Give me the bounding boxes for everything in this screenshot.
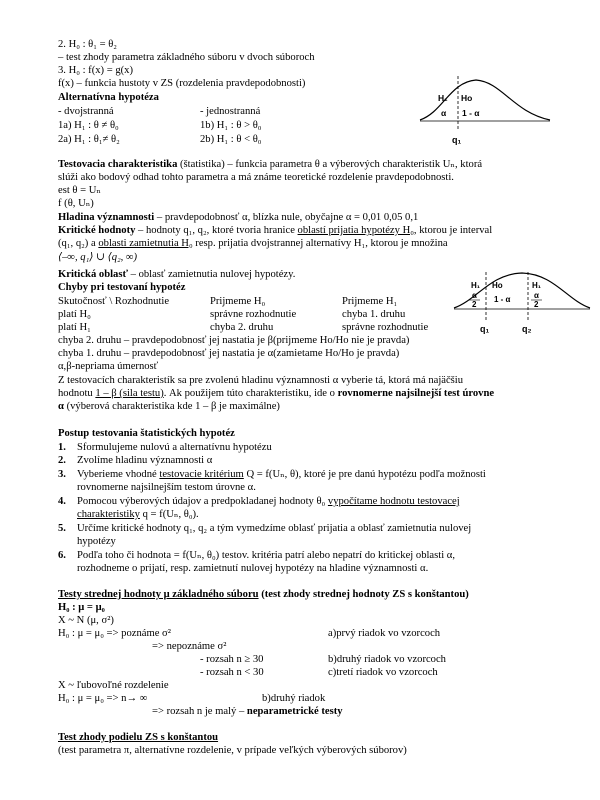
step-5-cont: hypotézy [77, 536, 116, 547]
test-statistic-line2: slúži ako bodový odhad tohto parametra a má známe teoretické rozdelenie pravdepodobnosti. [58, 172, 454, 183]
errors-r2c2: chyba 2. druhu [210, 322, 274, 333]
fig2-h1-left: H₁ [471, 281, 481, 290]
alt-2a: 2a) H₁ : θ₁≠ θ₂ [58, 134, 120, 145]
mean-b: b)druhý riadok vo vzorcoch [328, 654, 446, 665]
step-2-num: 2. [58, 455, 66, 466]
procedure-heading: Postup testovania štatistických hypotéz [58, 428, 235, 439]
errors-r1c2: správne rozhodnutie [210, 309, 297, 320]
alt-two-sided: - dvojstranná [58, 106, 114, 117]
step-4-cont: charakteristiky q = f(Uₙ, θ₀). [77, 509, 199, 520]
one-sided-bell-curve-figure [418, 68, 553, 150]
errors-heading: Chyby pri testovaní hypotéz [58, 282, 186, 293]
errors-r2c3: správne rozhodnutie [342, 322, 429, 333]
critical-region: Kritická oblasť – oblasť zamietnutia nulovej hypotézy. [58, 269, 296, 280]
fig1-q1: q₁ [452, 135, 462, 145]
step-4-num: 4. [58, 496, 66, 507]
fig1-ho: Ho [461, 93, 473, 103]
test-statistic-def [58, 158, 482, 171]
alt-1b: 1b) H₁ : θ > θ₀ [200, 120, 262, 131]
density-desc: f(x) – funkcia hustoty v ZS (rozdelenia pravdepodobnosti) [58, 78, 306, 89]
significance-term: Hladina významnosti [58, 212, 155, 223]
alt-1a: 1a) H₁ : θ ≠ θ₀ [58, 120, 119, 131]
fig2-one-minus-alpha: 1 - α [494, 295, 511, 304]
share-desc: (test parametra π, alternatívne rozdelenie, v prípade veľkých výberových súborov) [58, 745, 407, 756]
nonparametric-tests: neparametrické testy [246, 706, 343, 717]
mean-h0: H₀ : μ = μ₀ [58, 602, 105, 613]
power-para-2: hodnotu 1 – β (sila testu). Ak použijem túto charakteristiku, ide o rovnomerne najsilnejší test úrovne [58, 388, 495, 399]
mean-c: c)tretí riadok vo vzorcoch [328, 667, 438, 678]
h0-distribution: 3. H₀ : f(x) = g(x) [58, 65, 133, 76]
h0-two-samples: 2. H₀ : θ₁ = θ₂ [58, 39, 117, 50]
step-6: Podľa toho či hodnota = f(Uₙ, θ₀) testov. kritéria patrí alebo nepatrí do kritickej oblasti α, [77, 550, 455, 561]
mean-n-ge-30: - rozsah n ≥ 30 [200, 654, 264, 665]
fig1-one-minus-alpha: 1 - α [462, 108, 480, 118]
step-6-num: 6. [58, 550, 66, 561]
critical-values-line2: (q₁, q₂) a oblasti zamietnutia H₀ resp. prijatia dvojstrannej alternatívy H₁, ktorou je množina [58, 238, 448, 249]
inverse-proportion: α,β-nepriama úmernosť [58, 361, 159, 372]
significance-rest: – pravdepodobnosť α, blízka nule, obyčajne α = 0,01 0,05 0,1 [154, 212, 419, 223]
critical-set: ⟨–∞, q₁⟩ ∪ ⟨q₂, ∞) [58, 252, 138, 263]
share-heading: Test zhody podielu ZS s konštantou [58, 732, 219, 743]
errors-r1c3: chyba 1. druhu [342, 309, 406, 320]
fig2-q2: q₂ [522, 324, 532, 334]
fig2-h1-right: H₁ [532, 281, 542, 290]
critical-values: Kritické hodnoty – hodnoty q₁, q₂, ktoré tvoria hranice oblastí prijatia hypotézy H₀, ktorou je interval [58, 225, 493, 236]
errors-r2c1: platí H₁ [58, 322, 91, 333]
errors-col1: Skutočnosť \ Rozhodnutie [58, 296, 170, 307]
mean-b2: b)druhý riadok [262, 693, 326, 704]
step-5: Určíme kritické hodnoty q₁, q₂ a tým vymedzíme oblasť prijatia a oblasť zamietnutia nulovej [77, 523, 472, 534]
step-4: Pomocou výberových údajov a predpokladanej hodnoty θ₀ vypočítame hodnotu testovacej [77, 496, 460, 507]
rejection-region-link: oblasti zamietnutia H₀ [98, 238, 193, 249]
fig2-alpha-right: α [534, 291, 539, 300]
step-3: Vyberieme vhodné testovacie kritérium Q = f(Uₙ, θ), ktoré je pre danú hypotézu podľa možnosti [77, 469, 486, 480]
errors-col3: Prijmeme H₁ [342, 296, 398, 307]
mean-a: a)prvý riadok vo vzorcoch [328, 628, 441, 639]
alt-one-sided: - jednostranná [200, 106, 261, 117]
power-para-1: Z testovacích charakteristík sa pre zvolenú hladinu významnosti α vyberie tá, ktorá má najäčšiu [58, 375, 464, 386]
critical-values-term: Kritické hodnoty [58, 225, 136, 236]
h0-two-samples-desc: – test zhody parametra základného súboru v dvoch súboroch [58, 52, 315, 63]
test-statistic-rest: (štatistika) – funkcia parametra θ a výberových charakteristik Uₙ, ktorá [177, 159, 483, 170]
mean-any-dist: X ~ ľubovoľné rozdelenie [58, 680, 169, 691]
alt-heading: Alternatívna hypotéza [58, 92, 159, 103]
step-1: Sformulujeme nulovú a alternatívnu hypotézu [77, 442, 272, 453]
test-power-link: 1 – β (sila testu) [95, 388, 164, 399]
mean-small: => rozsah n je malý – neparametrické testy [152, 706, 343, 717]
step-3-num: 3. [58, 469, 66, 480]
test-criterion-link: testovacie kritérium [159, 469, 244, 480]
mean-n-lt-30: - rozsah n < 30 [200, 667, 264, 678]
alt-2b: 2b) H₁ : θ < θ₀ [200, 134, 262, 145]
mean-heading: Testy strednej hodnoty μ základného súboru (test zhody strednej hodnoty ZS s konštantou) [58, 589, 469, 600]
statistic-function: f (θ, Uₙ) [58, 198, 94, 209]
power-para-3: α (výberová charakteristika kde 1 – β je maximálne) [58, 401, 280, 412]
type2-error: chyba 2. druhu – pravdepodobnosť jej nastatia je β(prijmeme Ho/Ho nie je pravda) [58, 335, 410, 346]
mean-unknown: => nepoznáme σ² [152, 641, 227, 652]
fig2-alpha-left: α [472, 291, 477, 300]
fig1-h1: H₁ [438, 93, 448, 103]
fig2-ho: Ho [492, 281, 503, 290]
acceptance-region-link: oblastí prijatia hypotézy H₀ [297, 225, 414, 236]
test-statistic-term: Testovacia charakteristika [58, 159, 178, 170]
fig2-two-left: 2 [472, 300, 477, 309]
mean-dist: X ~ N (μ, σ²) [58, 615, 114, 626]
step-5-num: 5. [58, 523, 66, 534]
estimate: est θ = Uₙ [58, 185, 101, 196]
step-3-cont: rovnomerne najsilnejším testom úrovne α. [77, 482, 256, 493]
fig1-alpha: α [441, 108, 447, 118]
significance-level [58, 211, 418, 224]
step-1-num: 1. [58, 442, 66, 453]
step-6-cont: rozhodneme o prijatí, resp. zamietnutí nulovej hypotézy na hladine významnosti α. [77, 563, 429, 574]
mean-known: H₀ : μ = μ₀ => poznáme σ² [58, 628, 171, 639]
fig2-two-right: 2 [534, 300, 539, 309]
errors-col2: Prijmeme H₀ [210, 296, 266, 307]
type1-error: chyba 1. druhu – pravdepodobnosť jej nastatia je α(zamietame Ho/Ho je pravda) [58, 348, 400, 359]
step-2: Zvolíme hladinu významnosti α [77, 455, 213, 466]
critical-region-term: Kritická oblasť [58, 269, 128, 280]
two-sided-bell-curve-figure [452, 268, 592, 350]
mean-n-inf: H₀ : μ = μ₀ => n→ ∞ [58, 693, 148, 704]
fig2-q1: q₁ [480, 324, 490, 334]
errors-r1c1: platí H₀ [58, 309, 91, 320]
